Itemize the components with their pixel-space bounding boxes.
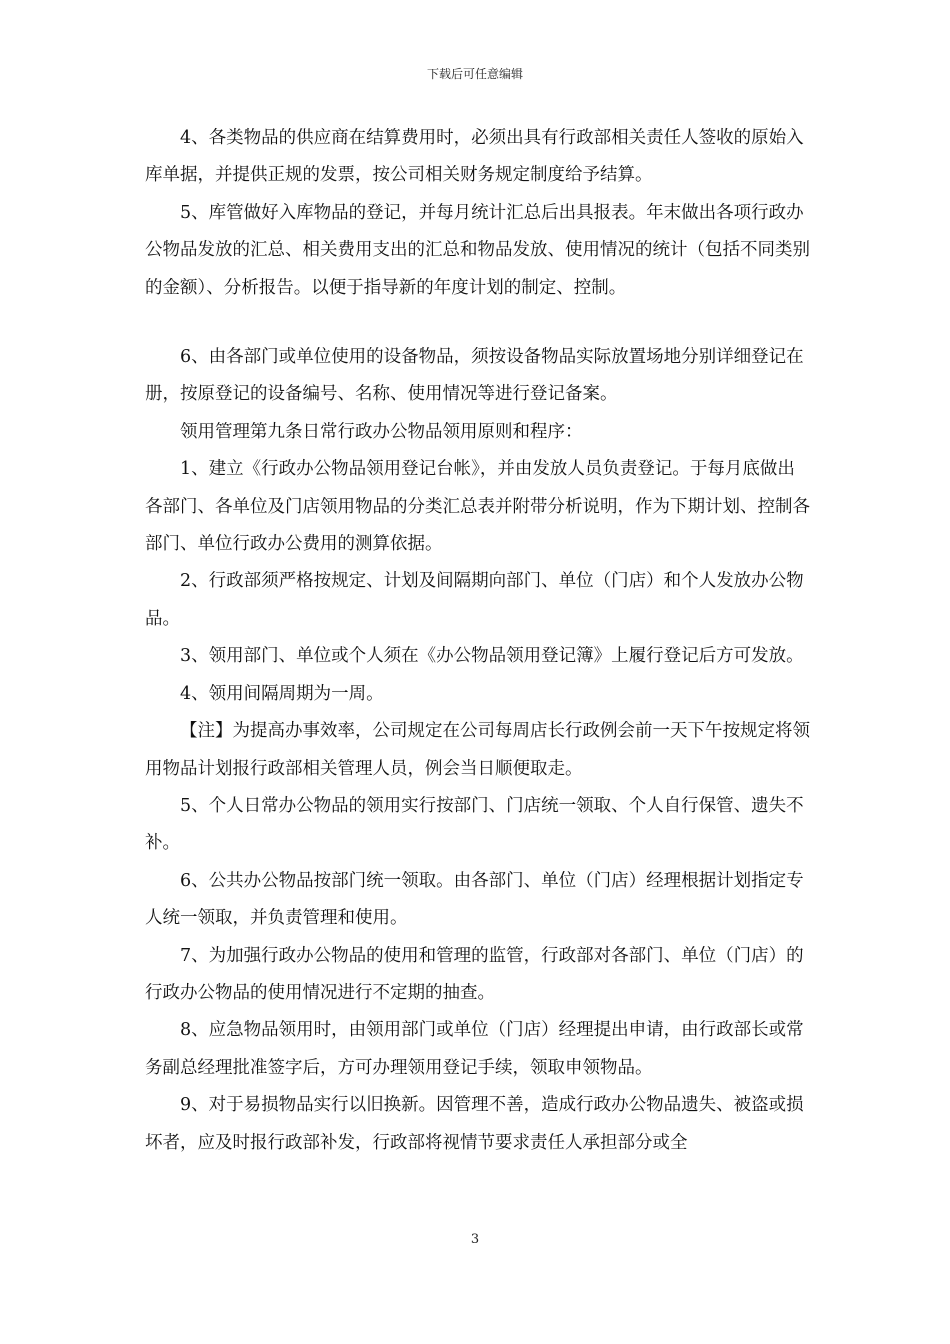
paragraph-rule-7: 7、为加强行政办公物品的使用和管理的监管，行政部对各部门、单位（门店）的行政办公物品的使用情况进行不定期的抽查。 [145,945,804,1003]
paragraph-rule-8: 8、应急物品领用时，由领用部门或单位（门店）经理提出申请，由行政部长或常务副总经理批准签字后，方可办理领用登记手续，领取申领物品。 [145,1020,804,1078]
paragraph-item-6-equipment-registration: 6、由各部门或单位使用的设备物品，须按设备物品实际放置场地分别详细登记在册，按原登记的设备编号、名称、使用情况等进行登记备案。 [145,347,804,405]
paragraph-rule-3: 3、领用部门、单位或个人须在《办公物品领用登记簿》上履行登记后方可发放。 [180,646,804,667]
paragraph-article-9-heading: 领用管理第九条日常行政办公物品领用原则和程序： [180,421,583,442]
paragraph-rule-1: 1、建立《行政办公物品领用登记台帐》，并由发放人员负责登记。于每月底做出各部门、各单位及门店领用物品的分类汇总表并附带分析说明，作为下期计划、控制各部门、单位行政办公费用的测算依据。 [145,459,810,555]
paragraph-rule-2: 2、行政部须严格按规定、计划及间隔期向部门、单位（门店）和个人发放办公物品。 [145,571,804,629]
document-body [145,120,810,1162]
page-header: 下载后可任意编辑 [426,67,523,81]
paragraph-rule-4: 4、领用间隔周期为一周。 [180,683,384,704]
paragraph-rule-5: 5、个人日常办公物品的领用实行按部门、门店统一领取、个人自行保管、遗失不补。 [145,795,804,854]
paragraph-item-5-warehouse-registration: 5、库管做好入库物品的登记，并每月统计汇总后出具报表。年末做出各项行政办公物品发放的汇总、相关费用支出的汇总和物品发放、使用情况的统计（包括不同类别的金额）、分析报告。以便于指导新的年度计划的制定、控制。 [145,202,810,298]
paragraph-item-4-supplier-settlement: 4、各类物品的供应商在结算费用时，必须出具有行政部相关责任人签收的原始入库单据，并提供正规的发票，按公司相关财务规定制度给予结算。 [145,128,804,186]
paragraph-rule-6: 6、公共办公物品按部门统一领取。由各部门、单位（门店）经理根据计划指定专人统一领取，并负责管理和使用。 [145,870,804,929]
paragraph-rule-9: 9、对于易损物品实行以旧换新。因管理不善，造成行政办公物品遗失、被盗或损坏者，应及时报行政部补发，行政部将视情节要求责任人承担部分或全 [145,1095,804,1153]
page-number: 3 [470,1232,480,1247]
paragraph-note: 【注】为提高办事效率，公司规定在公司每周店长行政例会前一天下午按规定将领用物品计划报行政部相关管理人员，例会当日顺便取走。 [145,721,810,779]
